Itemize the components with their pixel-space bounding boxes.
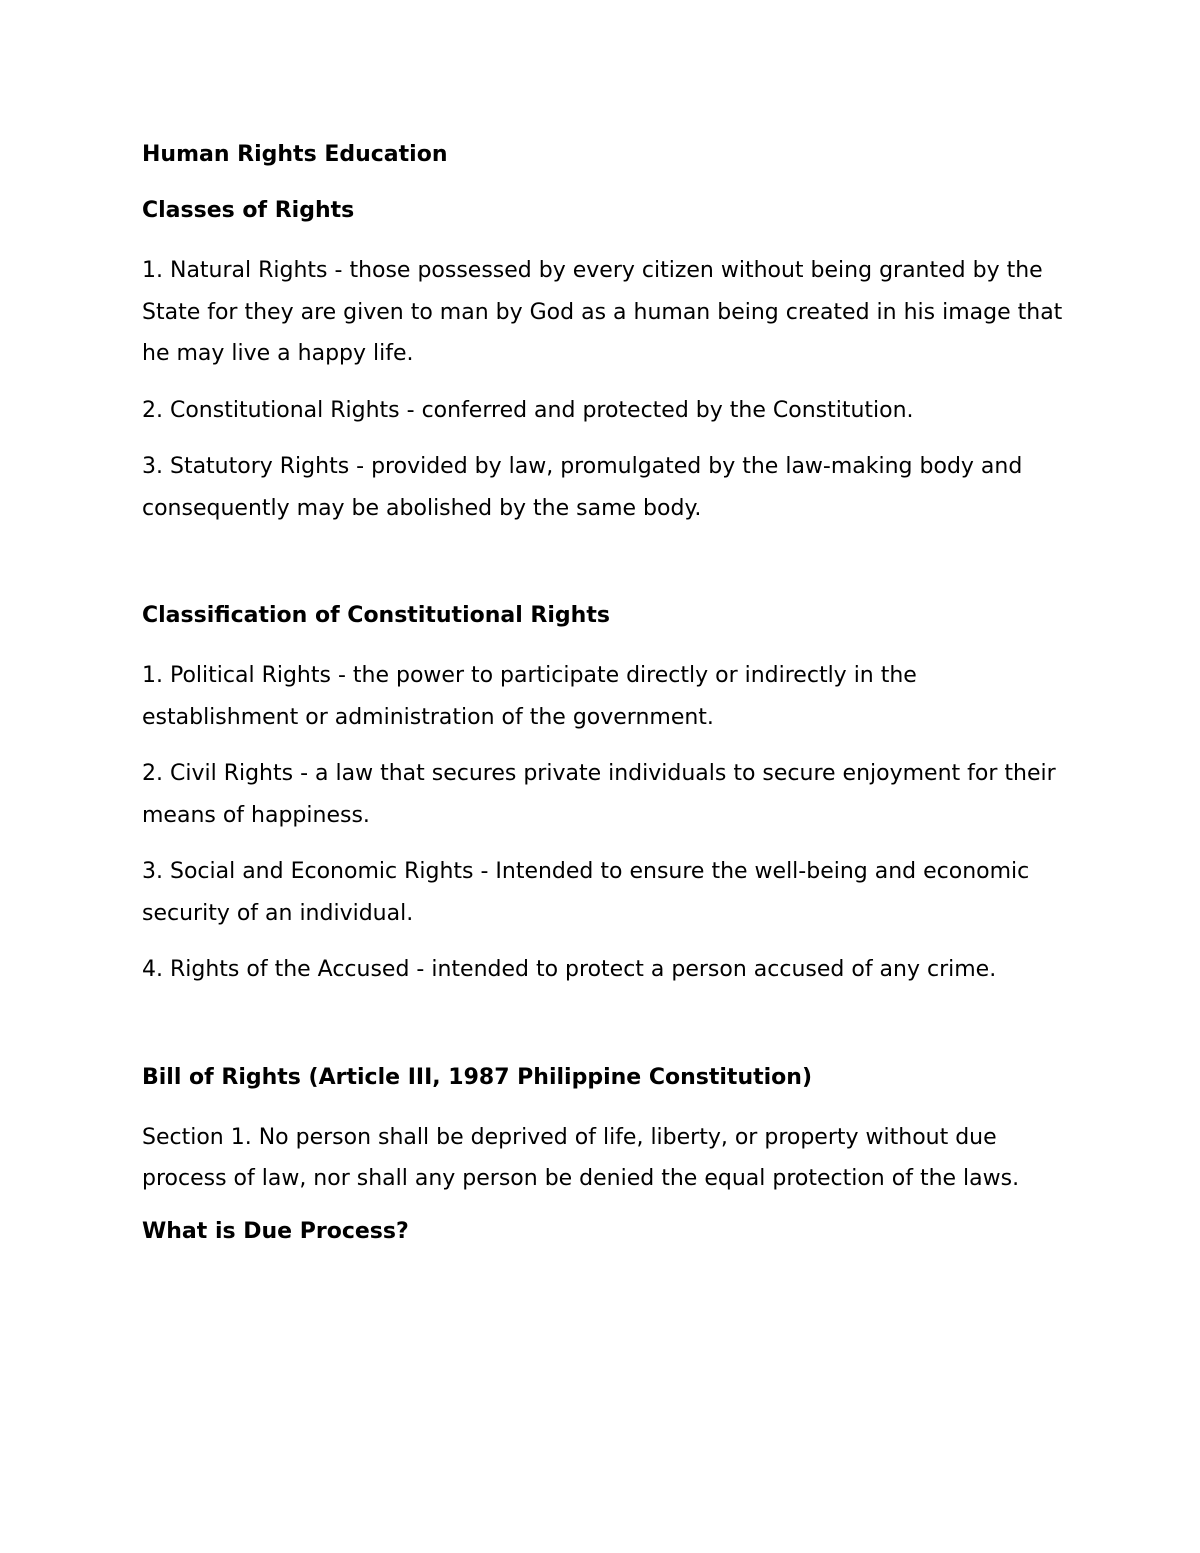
section-heading-classification: Classification of Constitutional Rights — [142, 603, 610, 628]
document-title: Human Rights Education — [142, 142, 448, 167]
section-heading-bill-of-rights: Bill of Rights (Article III, 1987 Philippine Constitution) — [142, 1064, 813, 1090]
list-item-natural-rights: 1. Natural Rights - those possessed by every citizen without being granted by the State for they are given to man by God as a human being created in his image that he may live a happy life. — [142, 258, 1063, 366]
list-item-political-rights: 1. Political Rights - the power to participate directly or indirectly in the establishment or administration of the government. — [142, 663, 917, 730]
section-1-paragraph: Section 1. No person shall be deprived of life, liberty, or property without due process of law, nor shall any person be denied the equal protection of the laws. — [142, 1124, 1020, 1191]
list-item-social-economic-rights: 3. Social and Economic Rights - Intended to ensure the well-being and economic security of an individual. — [142, 859, 1030, 926]
section-heading-classes-of-rights: Classes of Rights — [142, 198, 355, 223]
list-item-rights-of-accused: 4. Rights of the Accused - intended to protect a person accused of any crime. — [142, 957, 997, 982]
list-item-civil-rights: 2. Civil Rights - a law that secures private individuals to secure enjoyment for their means of happiness. — [142, 761, 1056, 828]
list-item-statutory-rights: 3. Statutory Rights - provided by law, promulgated by the law-making body and consequently may be abolished by the same body. — [142, 454, 1023, 521]
document-page — [142, 138, 1072, 1271]
spacer — [142, 1006, 1072, 1061]
spacer — [142, 544, 1072, 599]
subheading-due-process: What is Due Process? — [142, 1218, 409, 1244]
list-item-constitutional-rights: 2. Constitutional Rights - conferred and protected by the Constitution. — [142, 397, 914, 423]
